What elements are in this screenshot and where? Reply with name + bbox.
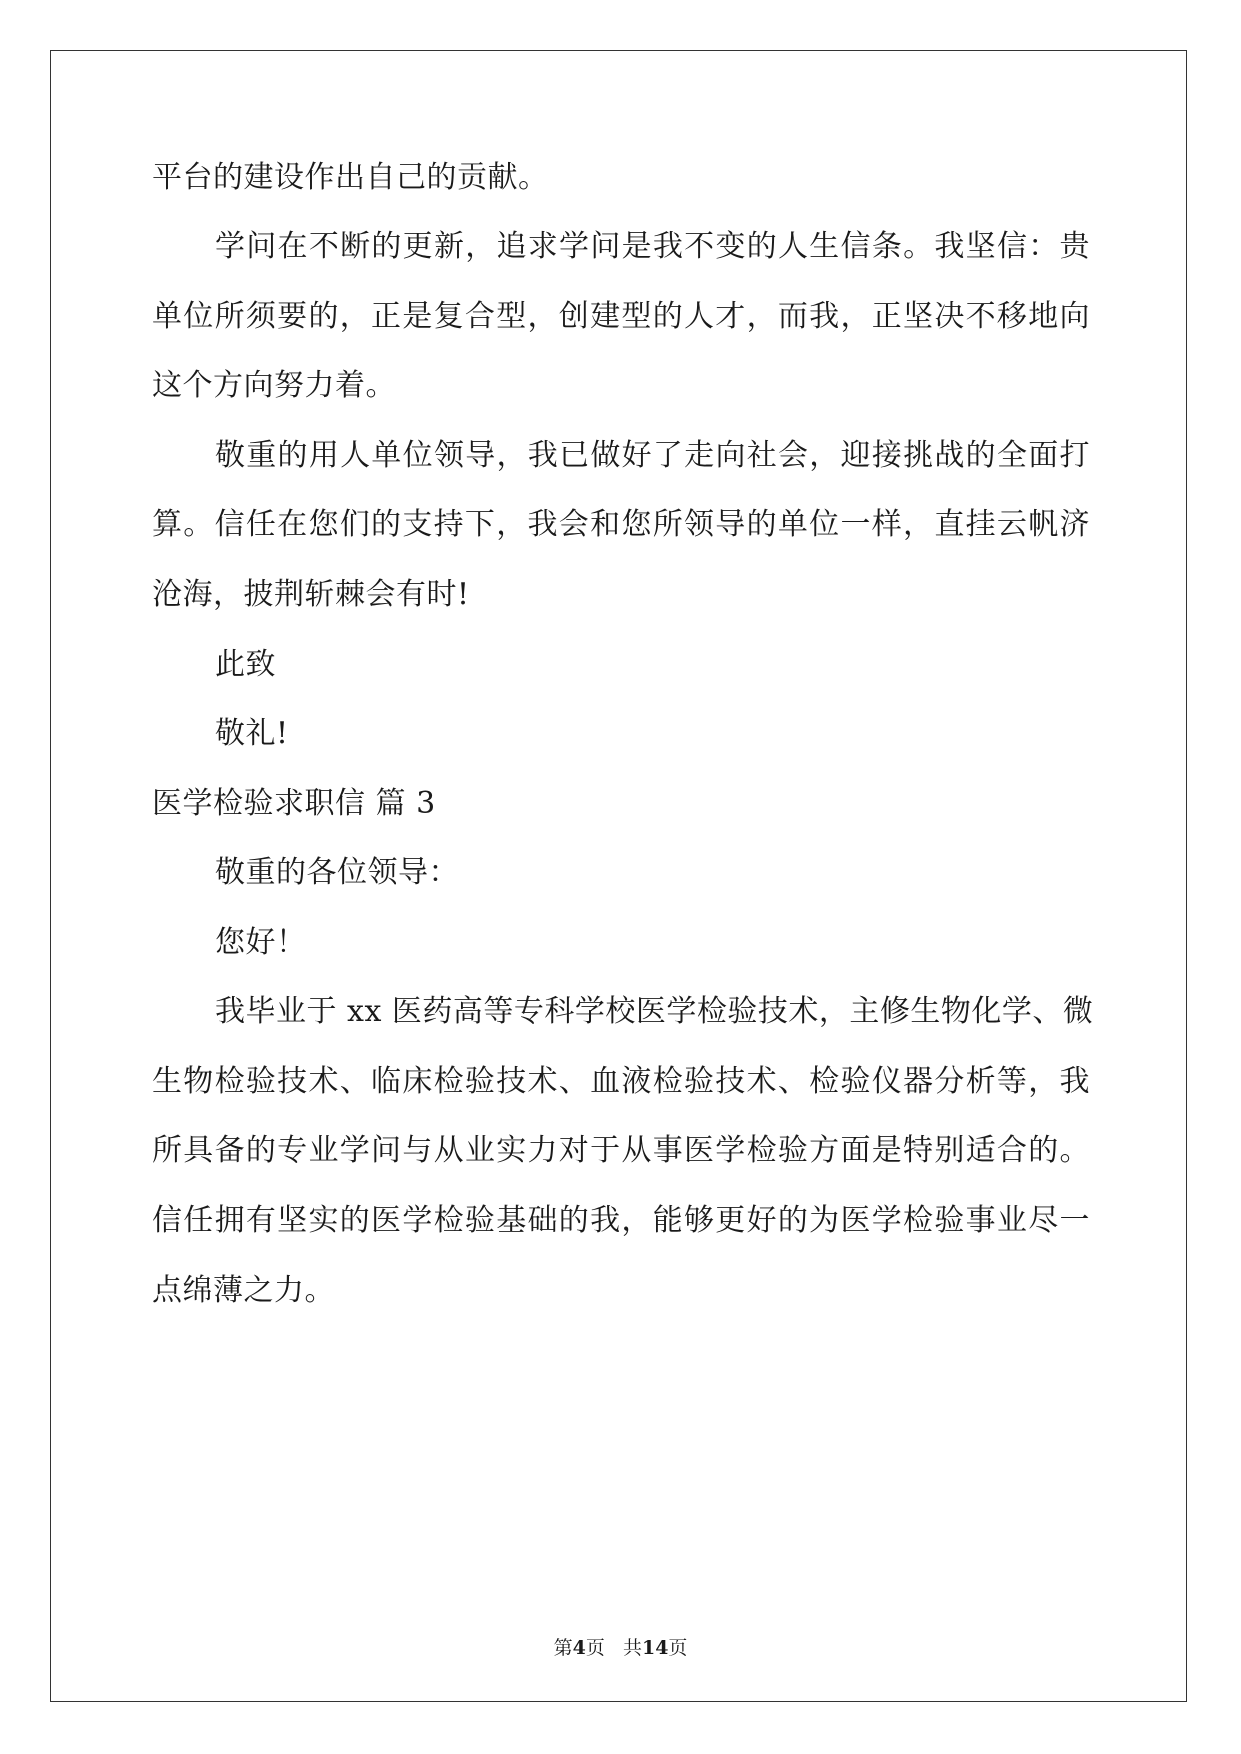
greeting-hello: 您好！: [215, 925, 307, 960]
text-line: 学问在不断的更新，追求学问是我不变的人生信条。我坚信：贵: [215, 229, 1090, 264]
text-line: 敬重的用人单位领导，我已做好了走向社会，迎接挑战的全面打: [215, 438, 1090, 473]
total-page-count: 14: [641, 1637, 669, 1659]
footer-page-suffix: 页: [585, 1637, 605, 1659]
salutation-regards: 敬礼!: [215, 716, 289, 751]
footer-prefix: 第: [553, 1637, 573, 1659]
text-line: 这个方向努力着。: [152, 368, 396, 403]
text-line: 单位所须要的，正是复合型，创建型的人才，而我，正坚决不移地向: [152, 299, 1090, 334]
text-line: 平台的建设作出自己的贡献。: [152, 160, 549, 195]
text-line: 我毕业于 xx 医药高等专科学校医学检验技术，主修生物化学、微: [215, 994, 1094, 1029]
text-line: 算。信任在您们的支持下，我会和您所领导的单位一样，直挂云帆济: [152, 507, 1090, 542]
text-line: 点绵薄之力。: [152, 1273, 335, 1308]
footer-total-prefix: 共: [622, 1637, 642, 1659]
text-line: 沧海，披荆斩棘会有时!: [152, 577, 470, 612]
greeting: 敬重的各位领导：: [215, 855, 459, 890]
section-heading: 医学检验求职信 篇 3: [152, 786, 436, 821]
text-line: 信任拥有坚实的医学检验基础的我，能够更好的为医学检验事业尽一: [152, 1203, 1090, 1238]
page-number-footer: [0, 1636, 1241, 1660]
text-line: 生物检验技术、临床检验技术、血液检验技术、检验仪器分析等，我: [152, 1064, 1090, 1099]
footer-total-suffix: 页: [668, 1637, 688, 1659]
text-line: 所具备的专业学问与从业实力对于从事医学检验方面是特别适合的。: [152, 1133, 1090, 1168]
current-page-number: 4: [572, 1637, 586, 1659]
salutation-closing: 此致: [215, 647, 276, 682]
